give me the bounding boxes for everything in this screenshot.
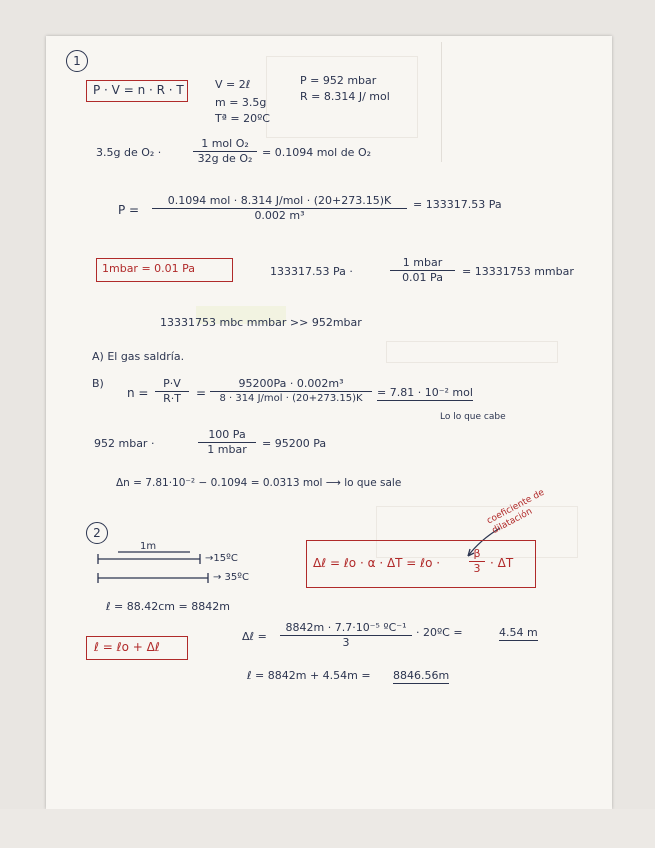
delta-lhs: Δℓ = xyxy=(242,630,267,643)
answer-a: A) El gas saldría. xyxy=(92,350,185,363)
given-temperature: Tª = 20ºC xyxy=(215,112,270,125)
delta-n: Δn = 7.81·10⁻² − 0.1094 = 0.0313 mol ⟶ lo que sale xyxy=(116,477,402,489)
given-volume: V = 2ℓ xyxy=(215,78,251,91)
pa-conversion-num: 100 Pa xyxy=(198,428,256,443)
expansion-beta xyxy=(469,547,485,576)
answer-b-f1-num: P·V xyxy=(155,377,189,392)
problem-number-2: 2 xyxy=(86,522,108,544)
pa-conversion-result: = 95200 Pa xyxy=(262,437,327,450)
answer-b-f1-den: R·T xyxy=(163,392,181,405)
answer-b-note: Lo lo que cabe xyxy=(440,412,506,422)
temp2: → 35ºC xyxy=(213,572,249,583)
problem-number-1: 1 xyxy=(66,50,88,72)
given-mass: m = 3.5g xyxy=(215,96,267,109)
expansion-beta-den: 3 xyxy=(473,562,481,575)
pa-conversion-start: 952 mbar · xyxy=(94,437,155,450)
conversion-den: 0.01 Pa xyxy=(402,271,443,284)
given-pressure: P = 952 mbar xyxy=(300,74,377,87)
comparison: 13331753 mbc mmbar >> 952mbar xyxy=(160,316,362,329)
expansion-formula: Δℓ = ℓo · α · ΔT = ℓo · xyxy=(313,556,441,570)
final-calc: ℓ = 8842m + 4.54m = xyxy=(247,669,371,682)
pressure-den: 0.002 m³ xyxy=(254,209,305,222)
expansion-beta-num: β xyxy=(469,547,485,562)
delta-result: 4.54 m xyxy=(499,626,538,639)
answer-b-f2-den: 8 · 314 J/mol · (20+273.15)K xyxy=(219,393,363,404)
delta-den: 3 xyxy=(342,636,350,649)
conversion-result: = 13331753 mmbar xyxy=(462,265,574,278)
answer-b-label: B) xyxy=(92,377,104,390)
conversion-box-text: 1mbar = 0.01 Pa xyxy=(102,262,196,275)
annotation-dilation: coeficiente de dilatación xyxy=(485,487,547,537)
conversion-num: 1 mbar xyxy=(390,256,455,271)
final-formula: ℓ = ℓo + Δℓ xyxy=(94,640,160,654)
answer-b-lhs: n = xyxy=(127,386,149,400)
delta-fraction xyxy=(280,621,412,650)
moles-start: 3.5g de O₂ · xyxy=(96,146,162,159)
expansion-tail: · ΔT xyxy=(490,556,514,570)
length-value: ℓ = 88.42cm = 8842m xyxy=(106,600,230,613)
pa-conversion-den: 1 mbar xyxy=(207,443,247,456)
answer-b-f2-num: 95200Pa · 0.002m³ xyxy=(210,377,372,392)
delta-num: 8842m · 7.7·10⁻⁵ ºC⁻¹ xyxy=(280,621,412,636)
moles-factor-num: 1 mol O₂ xyxy=(193,137,257,152)
moles-factor-den: 32g de O₂ xyxy=(197,152,253,165)
ideal-gas-law: P · V = n · R · T xyxy=(93,83,184,97)
answer-b-eq: = xyxy=(196,386,207,400)
length-label: 1m xyxy=(140,541,157,552)
pressure-result: = 133317.53 Pa xyxy=(413,198,502,211)
moles-result: = 0.1094 mol de O₂ xyxy=(262,146,372,159)
pressure-num: 0.1094 mol · 8.314 J/mol · (20+273.15)K xyxy=(152,194,407,209)
final-result: 8846.56m xyxy=(393,669,450,682)
answer-b-result: = 7.81 · 10⁻² mol xyxy=(377,386,473,399)
pressure-lhs: P = xyxy=(118,203,140,217)
conversion-start: 133317.53 Pa · xyxy=(270,265,353,278)
temp1: →15ºC xyxy=(205,553,238,564)
delta-mid: · 20ºC = xyxy=(416,626,463,639)
given-gas-constant: R = 8.314 J/ mol xyxy=(300,90,390,103)
